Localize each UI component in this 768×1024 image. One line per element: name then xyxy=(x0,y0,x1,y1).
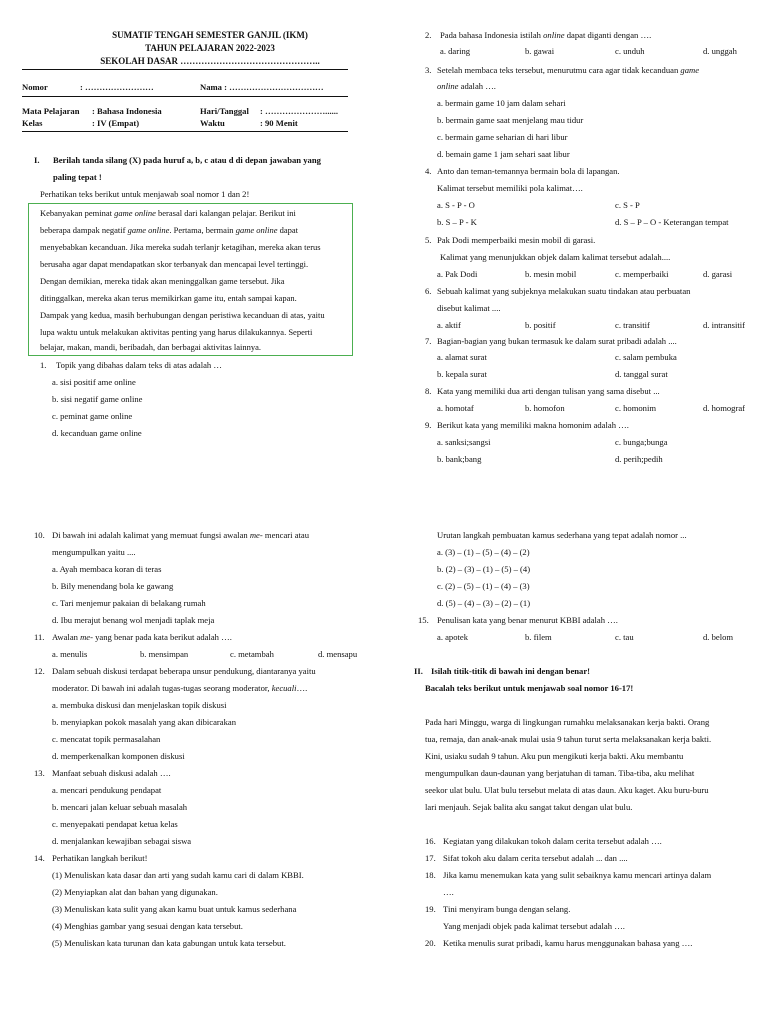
nomor-value: : …………………… xyxy=(80,82,154,92)
q1-option-b[interactable]: b. sisi negatif game online xyxy=(52,394,143,404)
q3-text: Setelah membaca teks tersebut, menurutmu cara agar tidak kecanduan game xyxy=(437,65,700,75)
passage2-line: seekor ulat bulu. Ulat bulu tersebut melata di atas daun. Aku kaget. Aku buru-buru xyxy=(425,785,709,795)
passage2-line: lari menjauh. Sejak balita aku sangat takut dengan ulat bulu. xyxy=(425,802,633,812)
q14-option-b[interactable]: b. (2) – (3) – (1) – (5) – (4) xyxy=(437,564,531,574)
waktu-label: Waktu xyxy=(200,118,225,128)
q15-number: 15. xyxy=(418,615,429,625)
q15-option-d[interactable]: d. belom xyxy=(703,632,734,642)
q5-option-b[interactable]: b. mesin mobil xyxy=(525,269,577,279)
q3-option-a[interactable]: a. bermain game 10 jam dalam sehari xyxy=(437,98,566,108)
q6-text: Sebuah kalimat yang subjeknya melakukan suatu tindakan atau perbuatan xyxy=(437,286,691,296)
hari-label: Hari/Tanggal xyxy=(200,106,249,116)
passage1-line: beberapa dampak negatif game online. Pertama, bermain game online dapat xyxy=(40,225,299,235)
q6-option-a[interactable]: a. aktif xyxy=(437,320,461,330)
section2-title: Isilah titik-titik di bawah ini dengan benar! xyxy=(431,666,591,676)
q9-option-d[interactable]: d. perih;pedih xyxy=(615,454,663,464)
exam-title: SUMATIF TENGAH SEMESTER GANJIL (IKM) xyxy=(112,30,308,40)
mapel-label: Mata Pelajaran xyxy=(22,106,80,116)
school-name: SEKOLAH DASAR ……………………………………….. xyxy=(100,56,320,66)
q11-option-c[interactable]: c. metambah xyxy=(230,649,274,659)
header-divider xyxy=(22,69,348,70)
q6-option-d[interactable]: d. intransitif xyxy=(703,320,746,330)
q9-option-b[interactable]: b. bank;bang xyxy=(437,454,482,464)
q8-number: 8. xyxy=(425,386,432,396)
q19-text-cont: Yang menjadi objek pada kalimat tersebut adalah …. xyxy=(443,921,625,931)
q7-option-a[interactable]: a. alamat surat xyxy=(437,352,487,362)
q2-text: Pada bahasa Indonesia istilah online dapat diganti dengan …. xyxy=(440,30,652,40)
q14-step-1: (1) Menuliskan kata dasar dan arti yang sudah kamu cari di dalam KBBI. xyxy=(52,870,304,880)
q7-number: 7. xyxy=(425,336,432,346)
q11-text: Awalan me- yang benar pada kata berikut adalah …. xyxy=(52,632,232,642)
q12-text: Dalam sebuah diskusi terdapat beberapa unsur pendukung, diantaranya yaitu xyxy=(52,666,316,676)
q12-option-c[interactable]: c. mencatat topik permasalahan xyxy=(52,734,161,744)
passage1-line: berusaha agar dapat mendapatkan skor terbanyak dan mencapai level tertinggi. xyxy=(40,259,309,269)
q6-number: 6. xyxy=(425,286,432,296)
q2-number: 2. xyxy=(425,30,432,40)
hari-value: : …………………...... xyxy=(260,106,339,116)
q15-option-c[interactable]: c. tau xyxy=(615,632,634,642)
mapel-value: : Bahasa Indonesia xyxy=(92,106,162,116)
q9-option-a[interactable]: a. sanksi;sangsi xyxy=(437,437,491,447)
waktu-value: : 90 Menit xyxy=(260,118,298,128)
q12-text-cont: moderator. Di bawah ini adalah tugas-tugas seorang moderator, kecuali…. xyxy=(52,683,308,693)
q14-option-c[interactable]: c. (2) – (5) – (1) – (4) – (3) xyxy=(437,581,530,591)
q1-option-a[interactable]: a. sisi positif ame online xyxy=(52,377,136,387)
q10-text-cont: mengumpulkan yaitu .... xyxy=(52,547,136,557)
q13-option-d[interactable]: d. menjalankan kewajiban sebagai siswa xyxy=(52,836,192,846)
q2-option-d[interactable]: d. unggah xyxy=(703,46,737,56)
q3-option-b[interactable]: b. bermain game saat menjelang mau tidur xyxy=(437,115,584,125)
q8-option-b[interactable]: b. homofon xyxy=(525,403,565,413)
q7-option-c[interactable]: c. salam pembuka xyxy=(615,352,677,362)
passage1-line: ditinggalkan, mereka akan terus memikirkan game itu, entah sampai kapan. xyxy=(40,293,297,303)
passage2-line: Pada hari Minggu, warga di lingkungan rumahku melaksanakan kerja bakti. Orang xyxy=(425,717,710,727)
q9-text: Berikut kata yang memiliki makna homonim adalah …. xyxy=(437,420,629,430)
q6-text-cont: disebut kalimat .... xyxy=(437,303,501,313)
q14-step-5: (5) Menuliskan kata turunan dan kata gabungan untuk kata tersebut. xyxy=(52,938,286,948)
q18-text: Jika kamu menemukan kata yang sulit sebaiknya kamu mencari artinya dalam xyxy=(443,870,712,880)
q5-option-d[interactable]: d. garasi xyxy=(703,269,733,279)
q18-number: 18. xyxy=(425,870,436,880)
q16-text: Kegiatan yang dilakukan tokoh dalam cerita tersebut adalah …. xyxy=(443,836,662,846)
passage1-line: Dengan demikian, mereka tidak akan meninggalkan game tersebut. Jika xyxy=(40,276,285,286)
passage2-line: mengumpulkan daun-daunan yang berjatuhan di taman. Tiba-tiba, aku melihat xyxy=(425,768,695,778)
q5-text-cont: Kalimat yang menunjukkan objek dalam kalimat tersebut adalah.... xyxy=(440,252,671,262)
q13-option-c[interactable]: c. menyepakati pendapat ketua kelas xyxy=(52,819,178,829)
section1-instruction: Perhatikan teks berikut untuk menjawab soal nomor 1 dan 2! xyxy=(40,189,250,199)
info-divider xyxy=(22,96,348,97)
q2-option-c[interactable]: c. unduh xyxy=(615,46,645,56)
q8-option-d[interactable]: d. homograf xyxy=(703,403,746,413)
q11-number: 11. xyxy=(34,632,45,642)
q5-number: 5. xyxy=(425,235,432,245)
passage1-line: menyebabkan kecanduan. Jika mereka sudah terlanjr ketagihan, mereka akan terus xyxy=(40,242,321,252)
q14-number: 14. xyxy=(34,853,45,863)
q15-option-a[interactable]: a. apotek xyxy=(437,632,469,642)
kelas-value: : IV (Empat) xyxy=(92,118,140,128)
q4-number: 4. xyxy=(425,166,432,176)
q19-number: 19. xyxy=(425,904,436,914)
q8-option-c[interactable]: c. homonim xyxy=(615,403,657,413)
q12-option-d[interactable]: d. memperkenalkan komponen diskusi xyxy=(52,751,185,761)
passage2-line: tua, remaja, dan anak-anak mulai usia 9 tahun turut serta melaksanakan kerja bakti. xyxy=(425,734,712,744)
q18-text-cont: …. xyxy=(443,887,454,897)
q2-option-a[interactable]: a. daring xyxy=(440,46,471,56)
q5-text: Pak Dodi memperbaiki mesin mobil di garasi. xyxy=(437,235,596,245)
q3-text-cont: online adalah …. xyxy=(437,81,496,91)
q10-number: 10. xyxy=(34,530,45,540)
q1-text: Topik yang dibahas dalam teks di atas adalah … xyxy=(56,360,222,370)
q1-number: 1. xyxy=(40,360,47,370)
q14-step-3: (3) Menuliskan kata sulit yang akan kamu buat untuk kamus sederhana xyxy=(52,904,297,914)
q5-option-c[interactable]: c. memperbaiki xyxy=(615,269,669,279)
q1-option-c[interactable]: c. peminat game online xyxy=(52,411,133,421)
q14-step-4: (4) Menghias gambar yang sesuai dengan kata tersebut. xyxy=(52,921,243,931)
q13-option-a[interactable]: a. mencari pendukung pendapat xyxy=(52,785,162,795)
q15-option-b[interactable]: b. filem xyxy=(525,632,552,642)
q13-text: Manfaat sebuah diskusi adalah …. xyxy=(52,768,171,778)
q4-text: Anto dan teman-temannya bermain bola di lapangan. xyxy=(437,166,620,176)
q8-option-a[interactable]: a. homotaf xyxy=(437,403,474,413)
q4-option-d[interactable]: d. S – P – O - Keterangan tempat xyxy=(615,217,729,227)
q13-number: 13. xyxy=(34,768,45,778)
q8-text: Kata yang memiliki dua arti dengan tulisan yang sama disebut ... xyxy=(437,386,660,396)
q3-option-c[interactable]: c. bermain game seharian di hari libur xyxy=(437,132,568,142)
q7-option-b[interactable]: b. kepala surat xyxy=(437,369,487,379)
q17-text: Sifat tokoh aku dalam cerita tersebut adalah ... dan .... xyxy=(443,853,628,863)
q11-option-a[interactable]: a. menulis xyxy=(52,649,88,659)
q7-text: Bagian-bagian yang bukan termasuk ke dalam surat pribadi adalah .... xyxy=(437,336,677,346)
q12-option-b[interactable]: b. menyiapkan pokok masalah yang akan dibicarakan xyxy=(52,717,236,727)
nama-field: Nama : …………………………… xyxy=(200,82,324,92)
q17-number: 17. xyxy=(425,853,436,863)
section1-number: I. xyxy=(34,155,40,165)
q13-option-b[interactable]: b. mencari jalan keluar sebuah masalah xyxy=(52,802,188,812)
q3-option-d[interactable]: d. bemain game 1 jam sehari saat libur xyxy=(437,149,570,159)
q7-option-d[interactable]: d. tanggal surat xyxy=(615,369,668,379)
nomor-label: Nomor xyxy=(22,82,48,92)
q10-option-a[interactable]: a. Ayah membaca koran di teras xyxy=(52,564,162,574)
section1-title-cont: paling tepat ! xyxy=(53,172,102,182)
q2-option-b[interactable]: b. gawai xyxy=(525,46,555,56)
passage1-line: Kebanyakan peminat game online berasal dari kalangan pelajar. Berikut ini xyxy=(40,208,296,218)
q4-option-b[interactable]: b. S – P - K xyxy=(437,217,477,227)
passage1-box xyxy=(28,203,353,356)
info-bottom-divider xyxy=(22,131,348,132)
q4-option-a[interactable]: a. S - P - O xyxy=(437,200,475,210)
q9-number: 9. xyxy=(425,420,432,430)
q4-text-cont: Kalimat tersebut memiliki pola kalimat…. xyxy=(437,183,583,193)
q16-number: 16. xyxy=(425,836,436,846)
q14-step-2: (2) Menyiapkan alat dan bahan yang digunakan. xyxy=(52,887,218,897)
section2-number: II. xyxy=(414,666,423,676)
q9-option-c[interactable]: c. bunga;bunga xyxy=(615,437,668,447)
q11-option-b[interactable]: b. mensimpan xyxy=(140,649,189,659)
q14-option-a[interactable]: a. (3) – (1) – (5) – (4) – (2) xyxy=(437,547,530,557)
section2-instruction: Bacalah teks berikut untuk menjawab soal nomor 16-17! xyxy=(425,683,634,693)
q15-text: Penulisan kata yang benar menurut KBBI adalah …. xyxy=(437,615,618,625)
q10-text: Di bawah ini adalah kalimat yang memuat fungsi awalan me- mencari atau xyxy=(52,530,310,540)
q10-option-b[interactable]: b. Bily menendang bola ke gawang xyxy=(52,581,174,591)
q12-number: 12. xyxy=(34,666,45,676)
section1-title: Berilah tanda silang (X) pada huruf a, b, c atau d di depan jawaban yang xyxy=(53,155,321,165)
passage1-line: lupa waktu untuk melakukan aktivitas penting yang harus dilakukannya. Seperti xyxy=(40,327,313,337)
q10-option-d[interactable]: d. Ibu merajut benang wol menjadi taplak meja xyxy=(52,615,215,625)
q12-option-a[interactable]: a. membuka diskusi dan menjelaskan topik diskusi xyxy=(52,700,227,710)
school-year: TAHUN PELAJARAN 2022-2023 xyxy=(145,43,275,53)
passage2-line: Kini, usiaku sudah 9 tahun. Aku pun mengikuti kerja bakti. Aku membantu xyxy=(425,751,684,761)
q10-option-c[interactable]: c. Tari menjemur pakaian di belakang rumah xyxy=(52,598,206,608)
q19-text: Tini menyiram bunga dengan selang. xyxy=(443,904,571,914)
passage1-line: Dampak yang kedua, masih berhubungan dengan peristiwa kecanduan di atas, yaitu xyxy=(40,310,325,320)
q3-number: 3. xyxy=(425,65,432,75)
kelas-label: Kelas xyxy=(22,118,43,128)
q1-option-d[interactable]: d. kecanduan game online xyxy=(52,428,142,438)
q6-option-c[interactable]: c. transitif xyxy=(615,320,650,330)
q14-question: Urutan langkah pembuatan kamus sederhana yang tepat adalah nomor ... xyxy=(437,530,687,540)
q20-text: Ketika menulis surat pribadi, kamu harus menggunakan bahasa yang …. xyxy=(443,938,693,948)
q4-option-c[interactable]: c. S - P xyxy=(615,200,640,210)
passage1-line: belajar, makan, mandi, beribadah, dan berbagai aktivitas lainnya. xyxy=(40,342,262,352)
q5-option-a[interactable]: a. Pak Dodi xyxy=(437,269,478,279)
q20-number: 20. xyxy=(425,938,436,948)
q14-option-d[interactable]: d. (5) – (4) – (3) – (2) – (1) xyxy=(437,598,531,608)
q14-text: Perhatikan langkah berikut! xyxy=(52,853,148,863)
q11-option-d[interactable]: d. mensapu xyxy=(318,649,358,659)
q6-option-b[interactable]: b. positif xyxy=(525,320,556,330)
